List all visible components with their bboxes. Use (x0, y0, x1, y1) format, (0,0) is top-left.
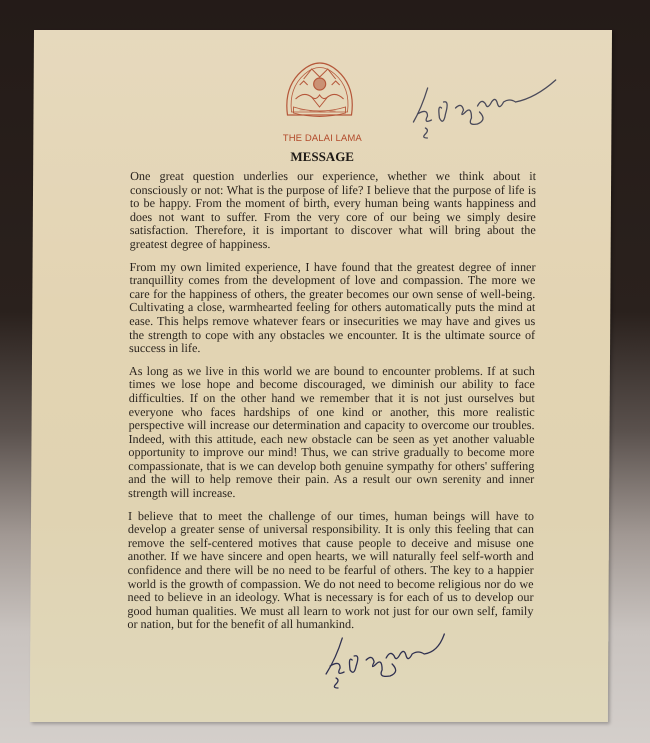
dalai-lama-seal-emblem-icon (281, 57, 357, 123)
letter-body (127, 170, 536, 641)
paragraph-1: One great question underlies our experience, whether we think about it consciously or not: What is the purpose of life? I believe that the purpose of life is to be happy. From the moment of birth, every human being wants happiness and does not want to suffer. From the very core of our being we simply desire satisfaction. Therefore, it is important to discover what will bring about the greatest degree of happiness. (129, 169, 537, 251)
paragraph-4: I believe that to meet the challenge of our times, human beings will have to develop a greater sense of universal responsibility. It is only this feeling that can remove the self-centered motives that cause people to deceive and misuse one another. If we have sincere and open hearts, we will naturally feel self-worth and confidence and there will be no need to be fearful of others. The key to a happier world is the growth of compassion. We do not need to become religious nor do we need to believe in an ideology. What is necessary is for each of us to develop our good human qualities. We must all learn to work not just for our own self, family or nation, but for the benefit of all humankind. (127, 508, 535, 632)
paragraph-3: As long as we live in this world we are bound to encounter problems. If at such times we lose hope and become discouraged, we diminish our ability to face difficulties. If on the other hand we remember that it is not just ourselves but everyone who faces hardships of one kind or another, this more realistic perspective will increase our determination and capacity to overcome our troubles. Indeed, with this attitude, each new obstacle can be seen as yet another valuable opportunity to improve our mind! Thus, we can strive gradually to become more compassionate, that is we can develop both genuine sympathy for others' suffering and the will to help remove their pain. As a result our own serenity and inner strength will increase. (128, 363, 535, 501)
letterhead-org-name: THE DALAI LAMA (282, 133, 362, 144)
signature-bottom-icon (320, 630, 460, 700)
signature-top-icon (405, 68, 565, 148)
signed-letter-paper (30, 30, 612, 722)
paragraph-2: From my own limited experience, I have found that the greatest degree of inner tranquillity comes from the development of love and compassion. The more we care for the happiness of others, the greater becomes our own sense of well-being. Cultivating a close, warmhearted feeling for others automatically puts the mind at ease. This helps remove whatever fears or insecurities we may have and gives us the strength to cope with any obstacles we encounter. It is the ultimate source of success in life. (129, 259, 536, 356)
document-title: MESSAGE (290, 149, 355, 164)
